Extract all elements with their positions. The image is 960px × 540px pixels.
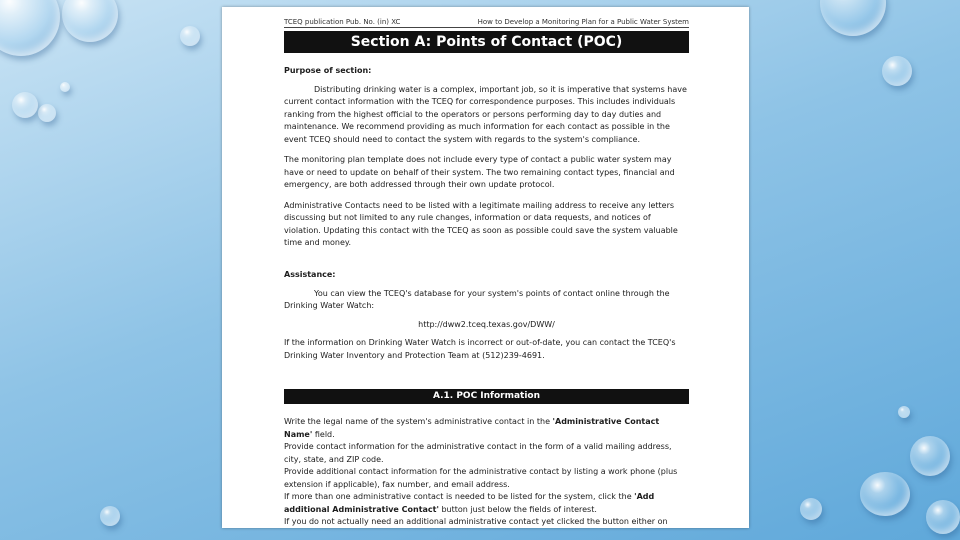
water-drop-decoration [926, 500, 960, 534]
purpose-paragraph-1: Distributing drinking water is a complex, important job, so it is imperative that systems have current contact information with the TCEQ for correspondence purposes. This includes individuals ranking from the highest official to the operators or persons performing day to day duties and maintenance. We recommend providing as much information for each contact as possible in the event TCEQ should need to contact the system with regards to the system's compliance. [284, 84, 687, 144]
running-head-left: TCEQ publication Pub. No. (in) XC [284, 18, 401, 26]
instruction-2: Provide contact information for the administrative contact in the form of a valid mailing address, city, state, and ZIP code. [284, 442, 672, 464]
running-head-right: How to Develop a Monitoring Plan for a Public Water System [477, 18, 689, 26]
running-head [284, 18, 689, 28]
purpose-paragraph-3: Administrative Contacts need to be listed with a legitimate mailing address to receive any letters discussing but not limited to any rule changes, information or data requests, and notices of violation. Updating this contact with the TCEQ as soon as possible could save the system valuable time and money. [284, 200, 678, 247]
section-title: Section A: Points of Contact (POC) [284, 31, 689, 53]
instruction-4-text: If more than one administrative contact is needed to be listed for the system, click the [284, 492, 635, 501]
water-drop-decoration [38, 104, 56, 122]
assistance-url[interactable]: http://dww2.tceq.texas.gov/DWW/ [418, 319, 555, 329]
purpose-paragraph-2: The monitoring plan template does not include every type of contact a public water system may have or need to update on behalf of their system. The two remaining contact types, financial and emergency, are both addressed through their own update protocol. [284, 155, 675, 189]
water-drop-decoration [800, 498, 822, 520]
assistance-heading: Assistance: [284, 270, 336, 279]
instruction-3: Provide additional contact information for the administrative contact by listing a work phone (plus extension if applicable), fax number, and email address. [284, 467, 678, 489]
instruction-1-text-end: field. [312, 429, 335, 439]
assistance-section [284, 269, 689, 362]
purpose-section [284, 65, 689, 250]
water-drop-decoration [898, 406, 910, 418]
assistance-paragraph-2: If the information on Drinking Water Watch is incorrect or out-of-date, you can contact the TCEQ's Drinking Water Inventory and Protection Team at (512)239-4691. [284, 338, 676, 360]
assistance-paragraph-1: You can view the TCEQ's database for your system's points of contact online through the Drinking Water Watch: [284, 288, 670, 310]
instruction-4-text-end: button just below the fields of interest. [438, 504, 597, 514]
instruction-4 [284, 491, 689, 516]
instruction-5: If you do not actually need an additional administrative contact yet clicked the button either on [284, 517, 668, 526]
water-drop-decoration [910, 436, 950, 476]
water-drop-decoration [62, 0, 118, 42]
water-drop-decoration [882, 56, 912, 86]
document-page[interactable] [222, 7, 749, 528]
instruction-4-button-name: 'Add additional Administrative Contact' [284, 492, 655, 514]
water-drop-decoration [12, 92, 38, 118]
water-drop-decoration [820, 0, 886, 36]
subsection-title: A.1. POC Information [284, 389, 689, 404]
poc-instructions [284, 416, 689, 528]
instruction-1 [284, 416, 689, 441]
water-drop-decoration [180, 26, 200, 46]
water-drop-decoration [60, 82, 70, 92]
water-drop-decoration [0, 0, 60, 56]
instruction-1-text: Write the legal name of the system's administrative contact in the [284, 417, 553, 426]
water-drop-decoration [860, 472, 910, 516]
instruction-1-field-name: 'Administrative Contact Name' [284, 417, 660, 439]
water-drop-decoration [100, 506, 120, 526]
purpose-heading: Purpose of section: [284, 66, 372, 75]
